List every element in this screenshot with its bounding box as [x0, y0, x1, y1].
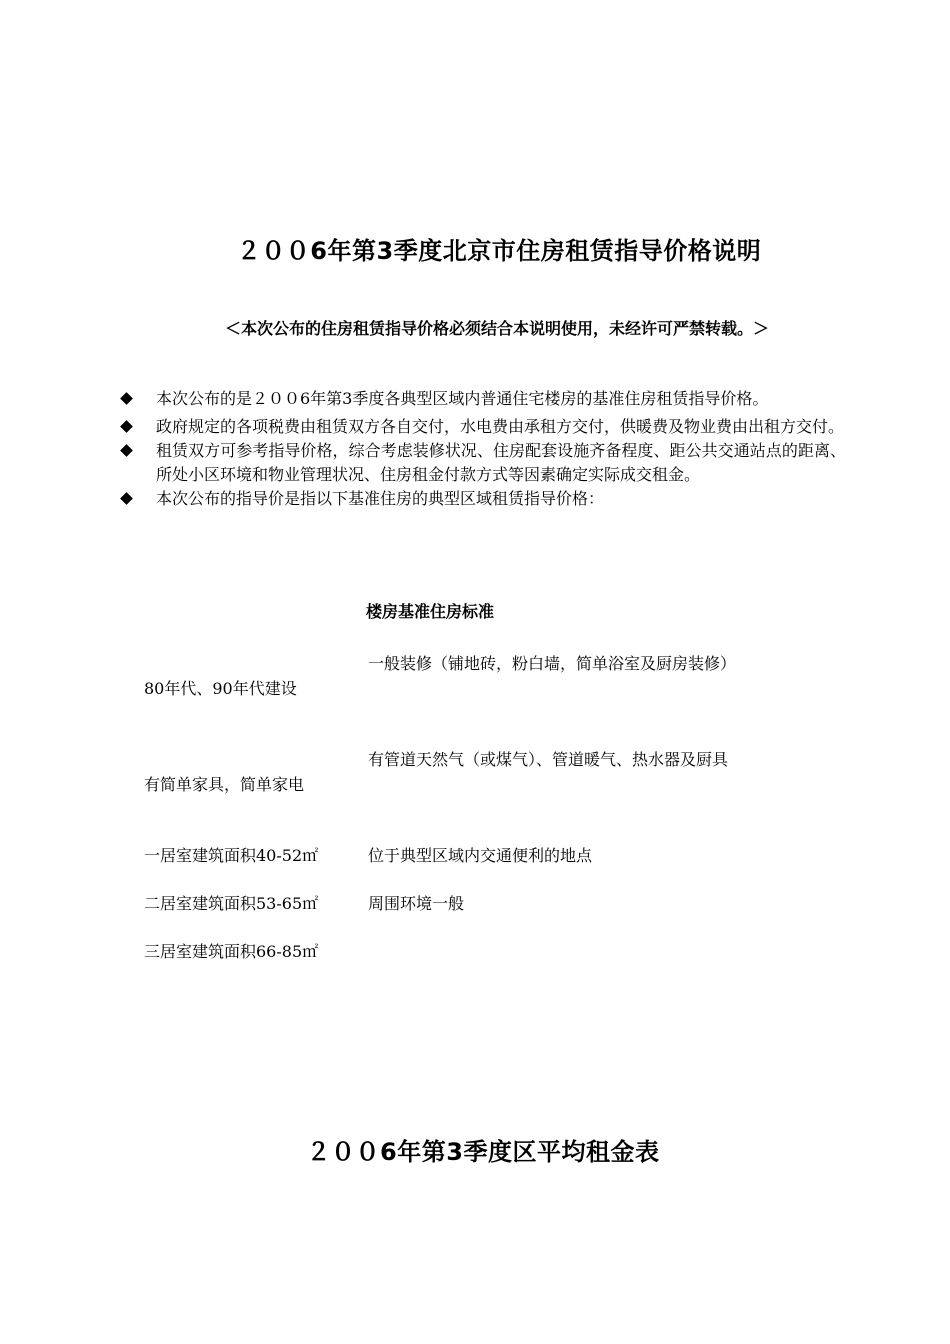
list-item [118, 439, 846, 487]
standard-left-item: 80年代、90年代建设 [144, 679, 297, 698]
diamond-bullet-icon [121, 393, 132, 404]
diamond-bullet-icon [121, 493, 132, 504]
list-item-text: 租赁双方可参考指导价格，综合考虑装修状况、住房配套设施齐备程度、距公共交通站点的距离、所处小区环境和物业管理状况、住房租金付款方式等因素确定实际成交租金。 [156, 441, 846, 484]
standard-right-item: 一般装修（铺地砖，粉白墙，简单浴室及厨房装修） [368, 654, 737, 673]
standard-title: 楼房基准住房标准 [366, 602, 495, 621]
list-item-text: 政府规定的各项税费由租赁双方各自交付，水电费由承租方交付，供暖费及物业费由出租方交付。 [156, 417, 845, 436]
standard-left-item: 有简单家具，简单家电 [144, 775, 305, 794]
page-title: ２００6年第3季度北京市住房租赁指导价格说明 [236, 237, 762, 265]
standard-right-item: 位于典型区域内交通便利的地点 [368, 846, 593, 865]
diamond-bullet-icon [121, 445, 132, 456]
standard-left-item: 一居室建筑面积40-52㎡ [144, 846, 319, 865]
list-item-text: 本次公布的指导价是指以下基准住房的典型区域租赁指导价格： [156, 489, 605, 508]
usage-notice: ＜本次公布的住房租赁指导价格必须结合本说明使用，未经许可严禁转载。＞ [224, 319, 769, 338]
section-title: ２００6年第3季度区平均租金表 [306, 1138, 660, 1166]
list-item [118, 415, 846, 439]
explanation-list [118, 383, 846, 511]
diamond-bullet-icon [121, 421, 132, 432]
list-item-text: 本次公布的是２００6年第3季度各典型区域内普通住宅楼房的基准住房租赁指导价格。 [156, 389, 769, 408]
list-item [118, 487, 846, 511]
standard-right-item: 有管道天然气（或煤气）、管道暖气、热水器及厨具 [368, 750, 729, 769]
standard-right-item: 周围环境一般 [368, 894, 465, 913]
standard-left-item: 二居室建筑面积53-65㎡ [144, 894, 319, 913]
list-item [118, 383, 846, 415]
standard-left-item: 三居室建筑面积66-85㎡ [144, 942, 319, 961]
